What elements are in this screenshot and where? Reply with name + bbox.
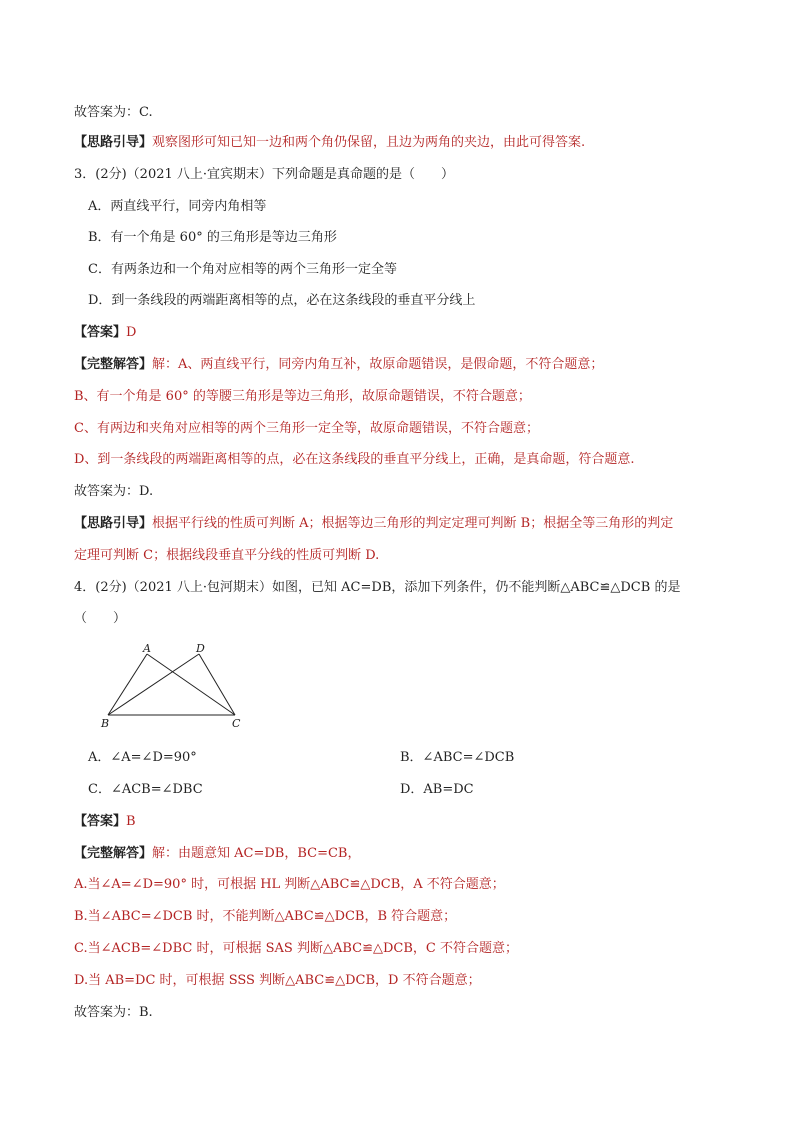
solution-text: 解：A、两直线平行，同旁内角互补，故原命题错误，是假命题，不符合题意；	[152, 357, 604, 372]
answer-tag: 【答案】	[74, 814, 127, 829]
hint-text: 根据平行线的性质可判断 A；根据等边三角形的判定定理可判断 B；根据全等三角形的判定	[152, 516, 674, 531]
q4-option-b: B．∠ABC=∠DCB	[400, 750, 515, 765]
q3-solution-line-1	[74, 356, 603, 374]
q4-option-d: D．AB=DC	[400, 782, 474, 797]
q3-answer	[74, 324, 136, 342]
prev-hint	[74, 134, 585, 152]
hint-tag: 【思路引导】	[74, 516, 153, 531]
q3-option-b: B．有一个角是 60° 的三角形是等边三角形	[88, 230, 337, 245]
q3-option-c: C．有两条边和一个角对应相等的两个三角形一定全等	[88, 262, 397, 277]
q4-stem-line-2: （ ）	[74, 611, 127, 626]
q3-solution-line-3: C、有两边和夹角对应相等的两个三角形一定全等，故原命题错误，不符合题意；	[74, 421, 539, 436]
solution-tag: 【完整解答】	[74, 357, 153, 372]
q4-solution-line-1: A.当∠A=∠D=90° 时，可根据 HL 判断△ABC≌△DCB，A 不符合题意；	[74, 877, 505, 892]
hint-tag: 【思路引导】	[74, 135, 153, 150]
q3-solution-line-2: B、有一个角是 60° 的等腰三角形是等边三角形，故原命题错误，不符合题意；	[74, 389, 531, 404]
label-a: A	[143, 642, 151, 655]
triangle-figure	[95, 640, 255, 735]
q4-solution-intro	[74, 845, 361, 863]
q3-solution-line-4: D、到一条线段的两端距离相等的点，必在这条线段的垂直平分线上，正确，是真命题，符合题意.	[74, 452, 635, 467]
label-d: D	[196, 642, 205, 655]
q3-final: 故答案为：D.	[74, 484, 154, 499]
segment-db	[108, 654, 199, 715]
label-c: C	[232, 717, 241, 730]
hint-text: 观察图形可知已知一边和两个角仍保留，且边为两角的夹边，由此可得答案.	[152, 135, 586, 150]
q3-option-d: D．到一条线段的两端距离相等的点，必在这条线段的垂直平分线上	[88, 293, 476, 308]
q4-solution-line-4: D.当 AB=DC 时，可根据 SSS 判断△ABC≌△DCB，D 不符合题意；	[74, 973, 481, 988]
solution-text: 解：由题意知 AC=DB，BC=CB，	[152, 846, 361, 861]
q3-hint-line-2: 定理可判断 C；根据线段垂直平分线的性质可判断 D.	[74, 548, 380, 563]
label-b: B	[101, 717, 110, 730]
segment-dc	[199, 654, 235, 715]
segment-ab	[108, 654, 147, 715]
answer-tag: 【答案】	[74, 325, 127, 340]
q4-answer	[74, 813, 136, 831]
answer-value: B	[126, 814, 136, 829]
q4-option-a: A．∠A=∠D=90°	[88, 750, 197, 765]
q4-option-c: C．∠ACB=∠DBC	[88, 782, 203, 797]
q4-final: 故答案为：B.	[74, 1005, 153, 1020]
segment-ac	[147, 654, 235, 715]
q3-stem: 3．(2分)（2021 八上·宜宾期末）下列命题是真命题的是（ ）	[74, 167, 455, 182]
solution-tag: 【完整解答】	[74, 846, 153, 861]
q4-solution-line-3: C.当∠ACB=∠DBC 时，可根据 SAS 判断△ABC≌△DCB，C 不符合题意；	[74, 941, 518, 956]
q4-solution-line-2: B.当∠ABC=∠DCB 时，不能判断△ABC≌△DCB，B 符合题意；	[74, 909, 457, 924]
q3-hint-line-1	[74, 515, 673, 533]
prev-answer-line: 故答案为：C.	[74, 105, 153, 120]
q3-option-a: A．两直线平行，同旁内角相等	[88, 199, 267, 214]
q4-stem-line-1: 4．(2分)（2021 八上·包河期末）如图，已知 AC=DB，添加下列条件，仍不能判断△ABC≌△DCB 的是	[74, 580, 681, 595]
answer-value: D	[126, 325, 137, 340]
